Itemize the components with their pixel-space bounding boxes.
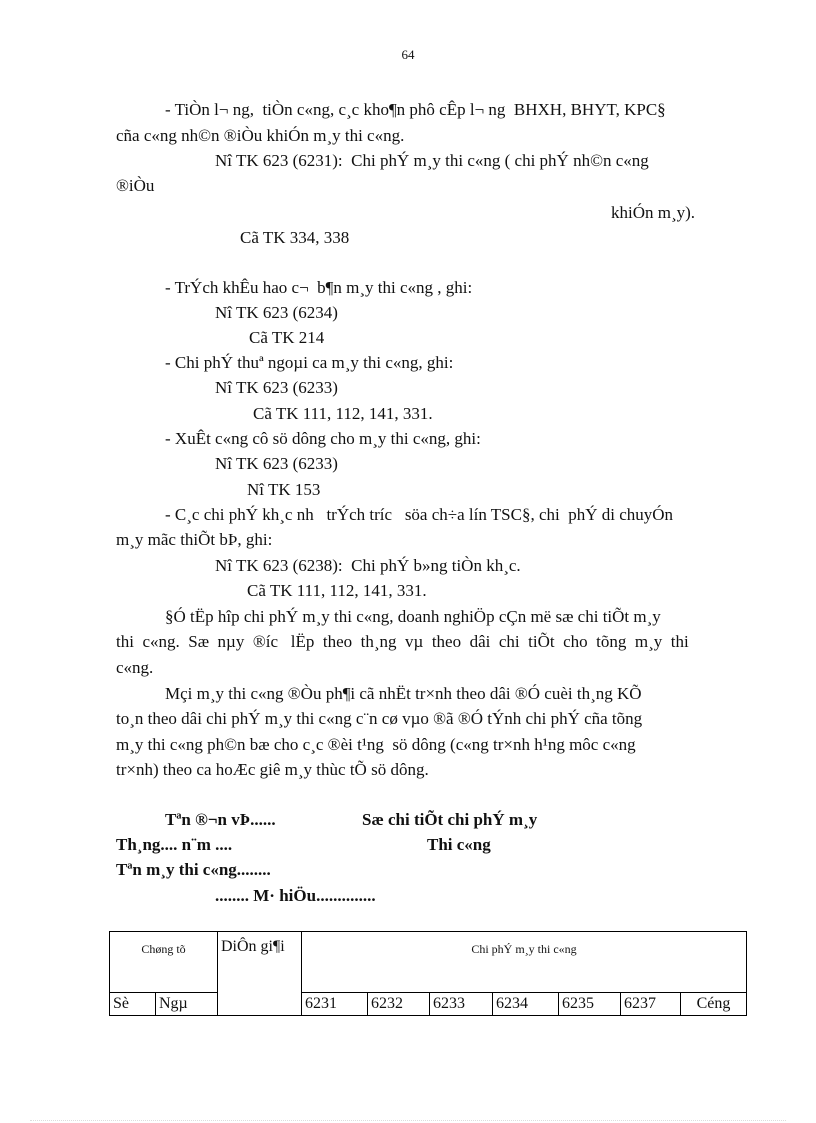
page-number: 64 — [401, 47, 415, 62]
text-line: ®iÒu — [116, 176, 155, 195]
cell-6234: 6234 — [493, 993, 559, 1016]
cell-6237: 6237 — [621, 993, 681, 1016]
text-line: Nî TK 623 (6238): Chi phÝ b»ng tiÒn kh¸c. — [215, 556, 521, 575]
cell-6232: 6232 — [368, 993, 430, 1016]
text-line: thi c«ng. Sæ nµy ®íc lËp theo th¸ng vµ theo dâi chi tiÕt cho tõng m¸y thi — [116, 632, 689, 651]
ledger-title-2: Thi c«ng — [427, 835, 491, 854]
text-line: c«ng. — [116, 658, 154, 677]
text-line: Mçi m¸y thi c«ng ®Òu ph¶i cã nhËt tr×nh theo dâi ®Ó cuèi th¸ng KÕ — [165, 684, 642, 703]
text-line: - TrÝch khÊu hao c¬ b¶n m¸y thi c«ng , ghi: — [165, 278, 473, 297]
text-line: §Ó tËp hîp chi phÝ m¸y thi c«ng, doanh nghiÖp cÇn më sæ chi tiÕt m¸y — [165, 607, 661, 626]
text-line: m¸y thi c«ng ph©n bæ cho c¸c ®èi t¹ng sö dông (c«ng tr×nh h¹ng môc c«ng — [116, 735, 636, 754]
cell-number: Sè — [110, 993, 156, 1016]
cell-6231: 6231 — [302, 993, 368, 1016]
text-line: - C¸c chi phÝ kh¸c nh trÝch tríc söa ch÷a lín TSC§, chi phÝ di chuyÓn — [165, 505, 674, 524]
text-line: - Chi phÝ thuª ngoµi ca m¸y thi c«ng, ghi: — [165, 353, 454, 372]
text-line: to¸n theo dâi chi phÝ m¸y thi c«ng c¨n cø vµo ®ã ®Ó tÝnh chi phÝ cña tõng — [116, 709, 643, 728]
header-voucher: Chøng tõ — [110, 932, 218, 993]
text-line: - TiÒn l¬ ng, tiÒn c«ng, c¸c kho¶n phô cÊp l¬ ng BHXH, BHYT, KPC§ — [165, 100, 666, 119]
text-line: Cã TK 111, 112, 141, 331. — [247, 581, 427, 600]
text-line: cña c«ng nh©n ®iÒu khiÓn m¸y thi c«ng. — [116, 126, 405, 145]
machine-cost-table — [109, 931, 747, 1016]
text-line: - XuÊt c«ng cô sö dông cho m¸y thi c«ng, ghi: — [165, 429, 481, 448]
text-line: Nî TK 623 (6233) — [215, 378, 338, 397]
header-machine-cost: Chi phÝ m¸y thi c«ng — [302, 932, 747, 993]
month-year: Th¸ng.... n¨m .... — [116, 835, 233, 854]
cell-6235: 6235 — [559, 993, 621, 1016]
text-line: Cã TK 111, 112, 141, 331. — [253, 404, 433, 423]
cell-date: Ngµ — [156, 993, 218, 1016]
text-line: Nî TK 623 (6234) — [215, 303, 338, 322]
text-line: tr×nh) theo ca hoÆc giê m¸y thùc tÕ sö dông. — [116, 760, 429, 779]
text-line: khiÓn m¸y). — [611, 203, 696, 222]
machine-name: Tªn m¸y thi c«ng........ — [116, 860, 271, 879]
ledger-title: Sæ chi tiÕt chi phÝ m¸y — [362, 810, 538, 829]
machine-code: ........ M· hiÖu.............. — [215, 886, 376, 905]
cell-total: Céng — [681, 993, 747, 1016]
text-line: Nî TK 623 (6231): Chi phÝ m¸y thi c«ng ( chi phÝ nh©n c«ng — [215, 151, 649, 170]
page-bottom-divider — [30, 1120, 786, 1121]
header-description: DiÔn gi¶i — [218, 932, 302, 1016]
text-line: Cã TK 214 — [249, 328, 325, 347]
table-row — [110, 993, 747, 1016]
text-line: Cã TK 334, 338 — [240, 228, 350, 247]
text-line: Nî TK 623 (6233) — [215, 454, 338, 473]
unit-name: Tªn ®¬n vÞ...... — [165, 810, 276, 829]
cell-6233: 6233 — [430, 993, 493, 1016]
table-header-row — [110, 932, 747, 993]
text-line: m¸y mãc thiÕt bÞ, ghi: — [116, 530, 273, 549]
text-line: Nî TK 153 — [247, 480, 321, 499]
